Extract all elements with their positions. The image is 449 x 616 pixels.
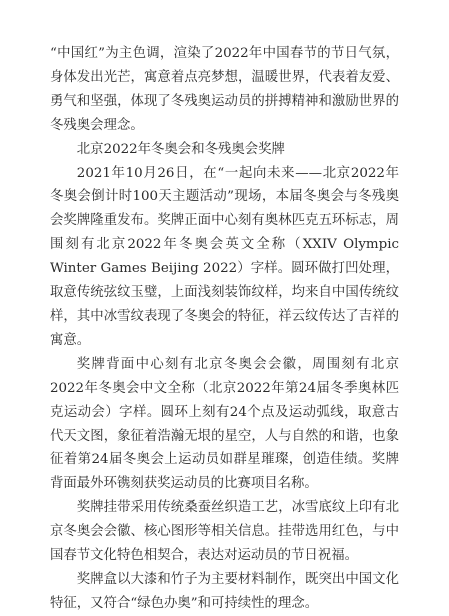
section-heading: 北京2022年冬奥会和冬残奥会奖牌 xyxy=(76,141,285,157)
paragraph-medal-box: 奖牌盒以大漆和竹子为主要材料制作，既突出中国文化特征，又符合“绿色办奥”和可持续性的理念。 xyxy=(50,571,399,611)
paragraph-ribbon: 奖牌挂带采用传统桑蚕丝织造工艺，冰雪底纹上印有北京冬奥会会徽、核心图形等相关信息。挂带选用红色，与中国春节文化特色相契合，表达对运动员的节日祝福。 xyxy=(50,500,399,564)
paragraph-medal-front: 2021年10月26日，在“一起向未来——北京2022年冬奥会倒计时100天主题活动”现场，本届冬奥会与冬残奥会奖牌隆重发布。奖牌正面中心刻有奥林匹克五环标志，周围刻有北京2022年冬奥会英文全称（XXIV Olympic Winter Games Beijing 2022）字样。圆环做打凹处理，取意传统弦纹玉璧，上面浅刻装饰纹样，均来自中国传统纹样，其中冰雪纹表现了冬奥会的特征，祥云纹传达了吉祥的寓意。 xyxy=(50,165,399,348)
paragraph-intro: “中国红”为主色调，渲染了2022年中国春节的节日气氛，身体发出光芒，寓意着点亮梦想，温暖世界，代表着友爱、勇气和坚强，体现了冬残奥运动员的拼搏精神和激励世界的冬残奥会理念。 xyxy=(50,46,399,133)
paragraph-medal-back: 奖牌背面中心刻有北京冬奥会会徽，周围刻有北京2022年冬奥会中文全称（北京2022年第24届冬季奥林匹克运动会）字样。圆环上刻有24个点及运动弧线，取意古代天文图，象征着浩瀚无垠的星空，人与自然的和谐，也象征着第24届冬奥会上运动员如群星璀璨，创造佳绩。奖牌背面最外环镌刻获奖运动员的比赛项目名称。 xyxy=(50,356,399,492)
